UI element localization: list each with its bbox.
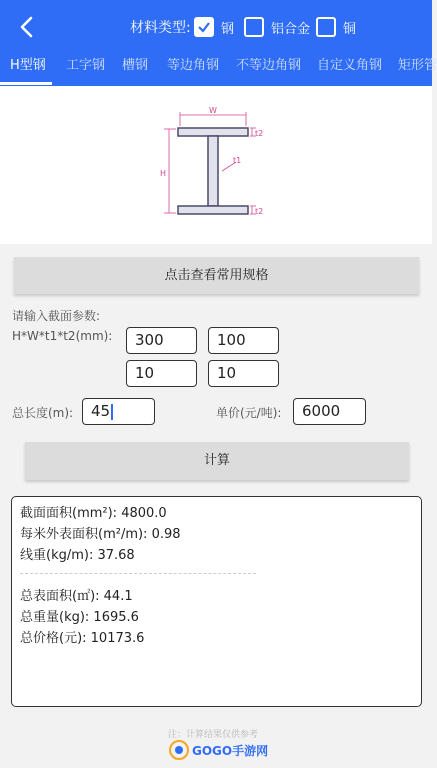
calculate-button[interactable]: 计算 bbox=[25, 442, 409, 480]
tab-unequal-angle[interactable]: 不等边角钢 bbox=[236, 58, 302, 73]
checkbox-copper[interactable] bbox=[316, 17, 336, 37]
input-h[interactable]: 300 bbox=[126, 327, 197, 354]
result-surface-per-meter: 每米外表面积(m²/m): 0.98 bbox=[20, 527, 181, 542]
input-t2[interactable]: 10 bbox=[208, 360, 279, 387]
result-total-surface: 总表面积(㎡): 44.1 bbox=[20, 589, 133, 604]
checkbox-steel[interactable] bbox=[194, 17, 214, 37]
view-common-specs-button[interactable]: 点击查看常用规格 bbox=[14, 257, 419, 294]
results-divider bbox=[20, 573, 256, 574]
length-label: 总长度(m): bbox=[12, 406, 74, 420]
active-tab-underline bbox=[0, 82, 52, 85]
text-cursor bbox=[111, 404, 113, 420]
material-type-label: 材料类型: bbox=[130, 20, 191, 36]
tab-h-beam[interactable]: H型钢 bbox=[10, 58, 46, 73]
tab-i-beam[interactable]: 工字钢 bbox=[66, 58, 106, 73]
unit-price-label: 单价(元/吨): bbox=[216, 406, 282, 420]
dim-label-t2-bottom: t2 bbox=[255, 207, 264, 216]
tab-custom-angle[interactable]: 自定义角钢 bbox=[317, 58, 383, 73]
material-option-steel[interactable] bbox=[194, 15, 234, 39]
params-formula-label: H*W*t1*t2(mm): bbox=[12, 329, 113, 343]
input-w[interactable]: 100 bbox=[208, 327, 279, 354]
result-line-weight: 线重(kg/m): 37.68 bbox=[20, 548, 135, 563]
result-total-price: 总价格(元): 10173.6 bbox=[20, 631, 145, 646]
checkmark-icon bbox=[197, 20, 211, 34]
back-arrow-icon[interactable] bbox=[14, 14, 40, 40]
length-input[interactable] bbox=[82, 398, 155, 425]
input-t1[interactable]: 10 bbox=[126, 360, 197, 387]
tab-rect-tube[interactable]: 矩形管 bbox=[398, 58, 437, 73]
gogo-watermark-logo bbox=[168, 738, 269, 762]
section-tabs bbox=[0, 54, 437, 86]
tab-equal-angle[interactable]: 等边角钢 bbox=[167, 58, 220, 73]
section-figure-panel bbox=[0, 86, 432, 244]
results-panel bbox=[11, 496, 422, 707]
section-params-prompt: 请输入截面参数: bbox=[12, 309, 101, 323]
unit-price-input[interactable]: 6000 bbox=[293, 398, 366, 425]
material-option-aluminum[interactable] bbox=[244, 15, 310, 39]
result-total-weight: 总重量(kg): 1695.6 bbox=[20, 610, 139, 625]
material-option-copper[interactable] bbox=[316, 15, 356, 39]
disclaimer-note: 注：计算结果仅供参考 bbox=[168, 730, 259, 740]
option-label-aluminum: 铝合金 bbox=[271, 21, 311, 37]
dim-label-w: W bbox=[209, 106, 217, 115]
dim-label-t2-top: t2 bbox=[255, 129, 264, 138]
dim-label-h: H bbox=[160, 169, 167, 178]
h-beam-diagram bbox=[0, 86, 432, 244]
svg-text:GOGO手游网: GOGO手游网 bbox=[192, 744, 269, 758]
option-label-steel: 钢 bbox=[221, 21, 235, 37]
tab-channel[interactable]: 槽钢 bbox=[122, 58, 149, 73]
option-label-copper: 铜 bbox=[343, 21, 357, 37]
checkbox-aluminum[interactable] bbox=[244, 17, 264, 37]
dim-label-t1: t1 bbox=[233, 156, 242, 165]
result-section-area: 截面面积(mm²): 4800.0 bbox=[20, 506, 167, 521]
header-bar bbox=[0, 0, 432, 54]
length-value: 45 bbox=[91, 402, 111, 420]
